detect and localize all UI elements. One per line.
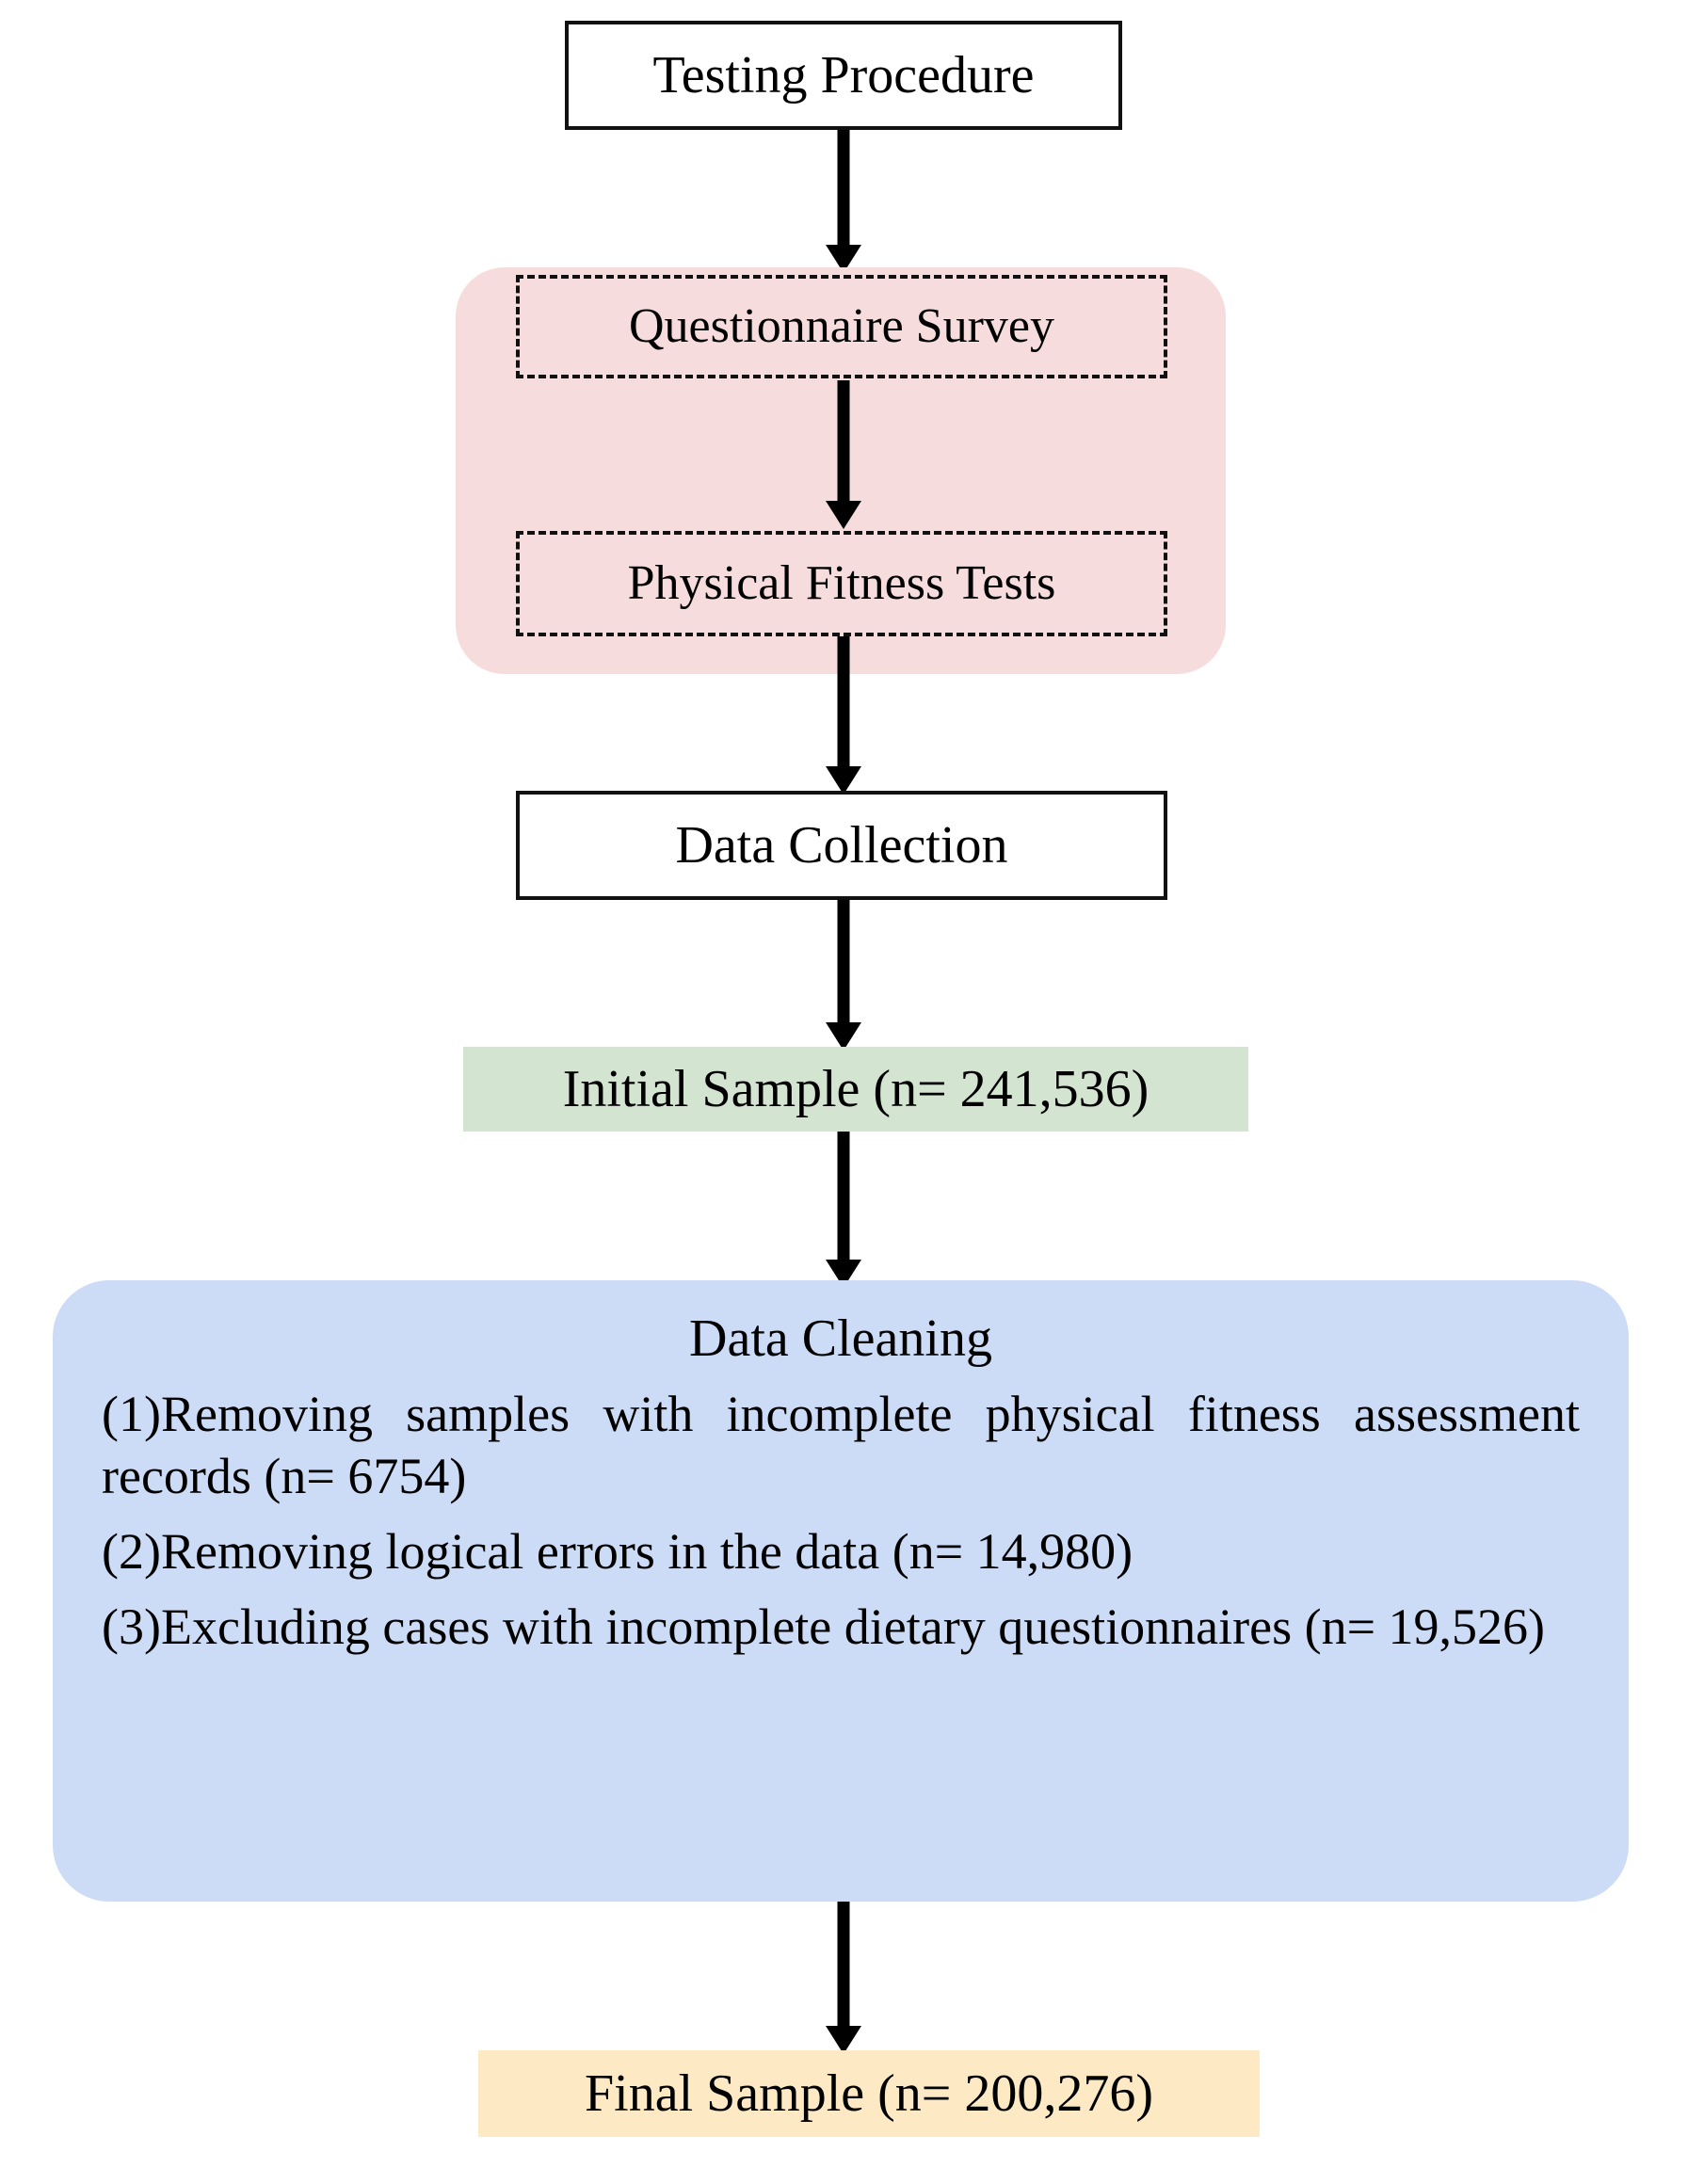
node-final-sample [478, 2050, 1260, 2137]
arrow-initial-sample-to-cleaning [823, 1132, 864, 1288]
arrow-cleaning-to-final-sample [823, 1902, 864, 2054]
node-testing-procedure [565, 21, 1122, 130]
node-testing-procedure-label: Testing Procedure [652, 45, 1035, 104]
node-final-sample-label: Final Sample (n= 200,276) [585, 2064, 1153, 2123]
node-initial-sample-label: Initial Sample (n= 241,536) [562, 1059, 1149, 1118]
node-questionnaire-survey-label: Questionnaire Survey [628, 299, 1054, 354]
node-physical-fitness-tests-label: Physical Fitness Tests [627, 556, 1056, 611]
node-physical-fitness-tests [516, 531, 1167, 636]
data-cleaning-item-3: (3)Excluding cases with incomplete dietary questionnaires (n= 19,526) [102, 1598, 1546, 1655]
node-questionnaire-survey [516, 275, 1167, 378]
node-initial-sample [463, 1047, 1248, 1132]
data-cleaning-title: Data Cleaning [689, 1309, 992, 1368]
arrow-questionnaire-to-fitness [823, 380, 864, 529]
arrow-testing-to-questionnaire [823, 130, 864, 273]
panel-data-cleaning [53, 1280, 1629, 1902]
data-cleaning-item-1: (1)Removing samples with incomplete physical fitness assessment records (n= 6754) [102, 1386, 1580, 1504]
node-data-collection-label: Data Collection [675, 815, 1008, 875]
arrow-fitness-to-data-collection [823, 636, 864, 795]
arrow-collection-to-initial-sample [823, 900, 864, 1051]
data-cleaning-item-2: (2)Removing logical errors in the data (n= 14,980) [102, 1522, 1133, 1580]
node-data-collection [516, 791, 1167, 900]
